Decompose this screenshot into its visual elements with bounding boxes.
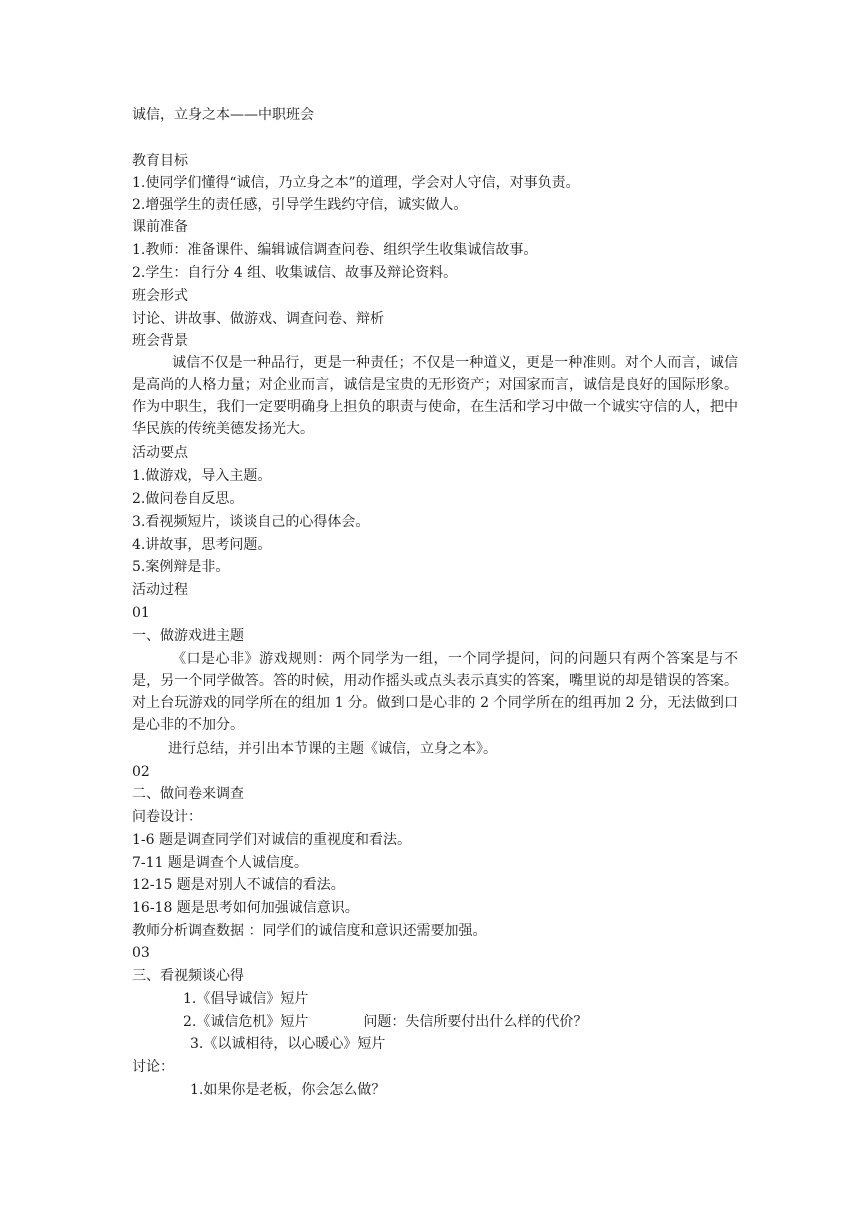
section2-item-4: 16-18 题是思考如何加强诚信意识。 [132,900,359,916]
goals-item-1: 1.使同学们懂得“诚信，乃立身之本”的道理，学会对人守信，对事负责。 [132,175,580,191]
section3-video-3: 3.《以诚相待，以心暖心》短片 [190,1036,386,1052]
section3-discuss-item-1: 1.如果你是老板，你会怎么做？ [190,1082,386,1098]
section3-title: 三、看视频谈心得 [132,968,244,984]
section3-number: 03 [132,945,150,961]
section3-question: 问题：失信所要付出什么样的代价？ [363,1014,588,1030]
section2-design-label: 问卷设计： [132,809,202,825]
background-heading: 班会背景 [132,333,188,349]
section3-video-1: 1.《倡导诚信》短片 [183,991,309,1007]
form-heading: 班会形式 [132,288,188,304]
section2-analysis: 教师分析调查数据 ：同学们的诚信度和意识还需要加强。 [132,923,487,939]
section3-video-2-row [183,1011,587,1033]
section2-number: 02 [132,764,150,780]
section1-title: 一、做游戏进主题 [132,628,244,644]
section1-summary: 进行总结，并引出本节课的主题《诚信，立身之本》。 [168,741,497,757]
process-heading: 活动过程 [132,582,188,598]
points-item-3: 3.看视频短片，谈谈自己的心得体会。 [132,514,370,530]
section2-title: 二、做问卷来调查 [132,786,244,802]
points-item-5: 5.案例辩是非。 [132,559,230,575]
prep-heading: 课前准备 [132,219,188,235]
section2-item-1: 1-6 题是调查同学们对诚信的重视度和看法。 [132,832,411,848]
form-text: 讨论、讲故事、做游戏、调查问卷、辩析 [132,311,384,327]
section2-item-3: 12-15 题是对别人不诚信的看法。 [132,877,345,893]
section1-rules: 《口是心非》游戏规则：两个同学为一组，一个同学提问，问的问题只有两个答案是与不是，另一个同学做答。答的时候，用动作摇头或点头表示真实的答案，嘴里说的却是错误的答案。对上台玩游戏的同学所在的组加 1 分。做到口是心非的 2 个同学所在的组再加 2 分，无法做到口是心非的不加分。 [132,651,738,733]
points-heading: 活动要点 [132,445,188,461]
points-item-4: 4.讲故事，思考问题。 [132,537,272,553]
goals-heading: 教育目标 [132,153,188,169]
section2-item-2: 7-11 题是调查个人诚信度。 [132,855,308,871]
section1-number: 01 [132,605,150,621]
points-item-2: 2.做问卷自反思。 [132,491,244,507]
background-paragraph: 诚信不仅是一种品行，更是一种责任；不仅是一种道义，更是一种准则。对个人而言，诚信是高尚的人格力量；对企业而言，诚信是宝贵的无形资产；对国家而言，诚信是良好的国际形象。作为中职生，我们一定要明确身上担负的职责与使命，在生活和学习中做一个诚实守信的人，把中华民族的传统美德发扬光大。 [132,355,738,437]
section3-video-2: 2.《诚信危机》短片 [183,1014,309,1030]
section3-discuss-label: 讨论： [132,1059,174,1075]
points-item-1: 1.做游戏，导入主题。 [132,468,272,484]
goals-item-2: 2.增强学生的责任感，引导学生践约守信，诚实做人。 [132,197,468,213]
prep-item-1: 1.教师：准备课件、编辑诚信调查问卷、组织学生收集诚信故事。 [132,242,538,258]
document-title: 诚信，立身之本——中职班会 [132,107,314,123]
prep-item-2: 2.学生：自行分 4 组、收集诚信、故事及辩论资料。 [132,265,458,281]
